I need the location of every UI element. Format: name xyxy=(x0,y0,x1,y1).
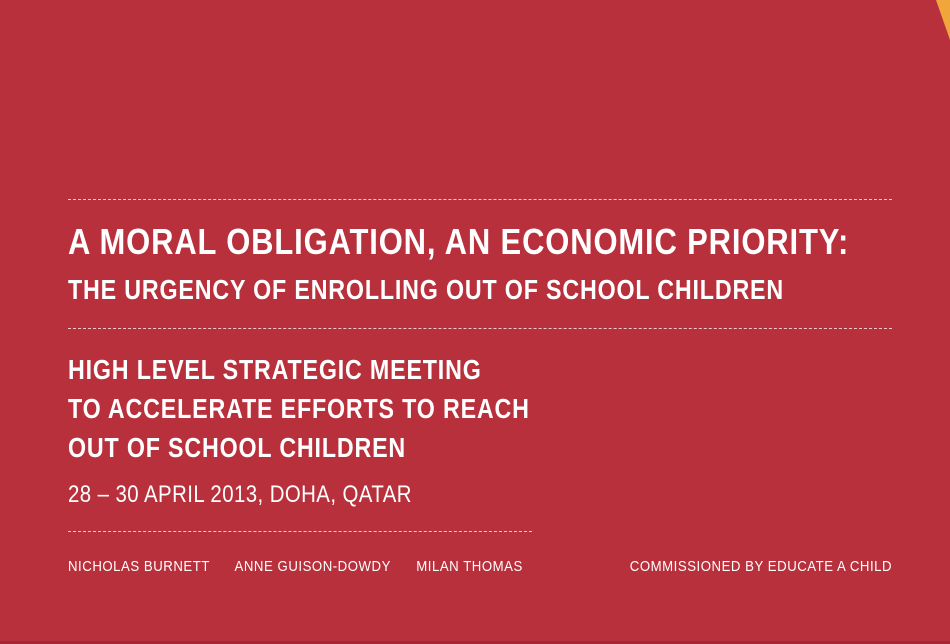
meeting-line: HIGH LEVEL STRATEGIC MEETING xyxy=(68,354,482,385)
report-title: A MORAL OBLIGATION, AN ECONOMIC PRIORITY: xyxy=(68,221,850,262)
meeting-name xyxy=(68,350,530,467)
author-list xyxy=(68,557,544,577)
meeting-date-location: 28 – 30 APRIL 2013, DOHA, QATAR xyxy=(68,481,412,508)
meeting-line: TO ACCELERATE EFFORTS TO REACH xyxy=(68,393,530,424)
corner-accent-shape xyxy=(936,0,950,40)
dashed-divider-middle xyxy=(68,328,892,329)
report-subtitle: THE URGENCY OF ENROLLING OUT OF SCHOOL CHILDREN xyxy=(68,274,785,305)
author-name: MILAN THOMAS xyxy=(416,558,523,575)
author-name: NICHOLAS BURNETT xyxy=(68,558,210,575)
dashed-divider-top xyxy=(68,199,892,200)
dashed-divider-bottom xyxy=(68,531,532,532)
meeting-line: OUT OF SCHOOL CHILDREN xyxy=(68,432,407,463)
author-name: ANNE GUISON-DOWDY xyxy=(234,558,391,575)
commissioned-by-note: COMMISSIONED BY EDUCATE A CHILD xyxy=(629,558,892,575)
